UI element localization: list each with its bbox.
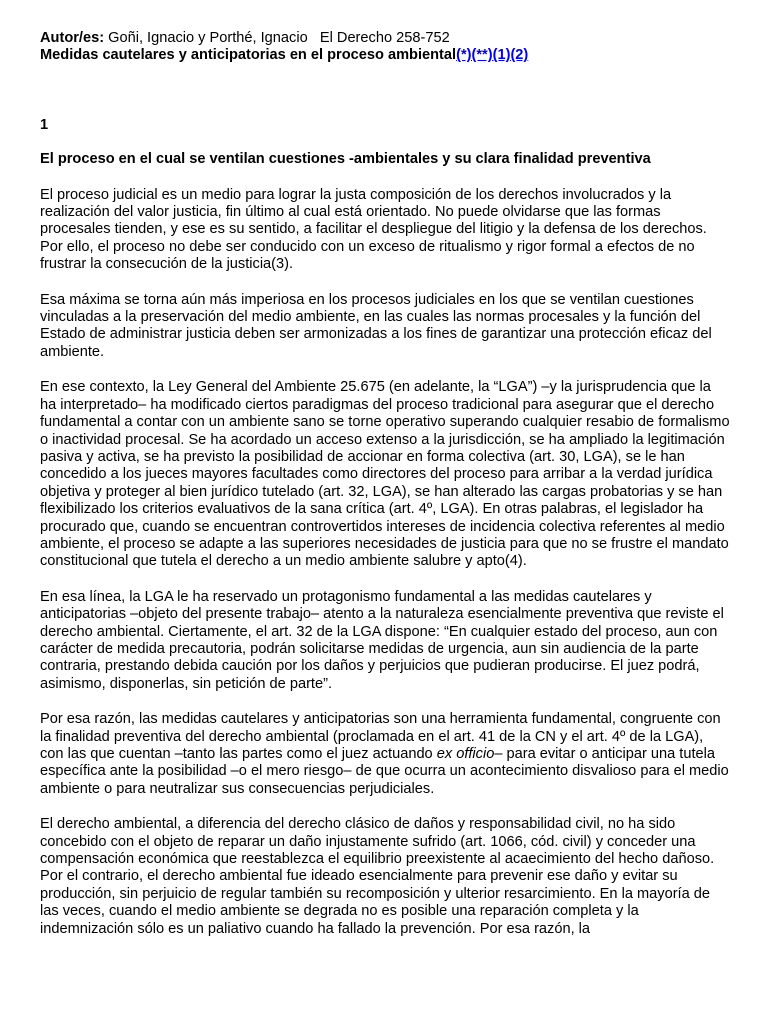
paragraph-text bbox=[40, 711, 730, 798]
paragraph-2 bbox=[40, 292, 730, 362]
paragraph-text: Esa máxima se torna aún más imperiosa en los procesos judiciales en los que se ventilan cuestiones vinculadas a la preservación del medio ambiente, en las cuales las normas procesales y la función del Estado de administrar justicia deben ser armonizadas a los fines de garantizar una protección eficaz del ambiente. bbox=[40, 291, 712, 360]
paragraph-text: En esa línea, la LGA le ha reservado un protagonismo fundamental a las medidas cautelares y anticipatorias –objeto del presente trabajo– atento a la naturaleza esencialmente preventiva que reviste el derecho ambiental. Ciertamente, el art. 32 de la LGA dispone: “En cualquier estado del proceso, aun con carácter de medida precautoria, podrán solicitarse medidas de urgencia, aun sin audiencia de la parte contraria, prestando debida caución por los daños y perjuicios que pudieran producirse. El juez podrá, asimismo, disponerlas, sin petición de parte”. bbox=[40, 588, 724, 692]
source: El Derecho 258-752 bbox=[319, 30, 450, 46]
author-label: Autor/es: bbox=[40, 30, 105, 46]
paragraph-text: El derecho ambiental, a diferencia del derecho clásico de daños y responsabilidad civil, no ha sido concebido con el objeto de reparar un daño injustamente sufrido (art. 1066, cód. civil) y conceder una compensación económica que reestablezca el equilibrio preexistente al acaecimiento del hecho dañoso. Por el contrario, el derecho ambiental fue ideado esencialmente para prevenir ese daño y evitar su producción, sin perjuicio de regular también su recomposición y ulterior resarcimiento. En la mayoría de las veces, cuando el medio ambiente se degrada no es posible una reparación completa y la indemnización sólo es un paliativo cuando ha fallado la prevención. Por esa razón, la bbox=[40, 816, 715, 937]
authors: Goñi, Ignacio y Porthé, Ignacio bbox=[108, 30, 308, 46]
footnote-link-2[interactable]: (2) bbox=[510, 47, 529, 64]
paragraph-text: En ese contexto, la Ley General del Ambiente 25.675 (en adelante, la “LGA”) –y la jurisprudencia que la ha interpretado– ha modificado ciertos paradigmas del proceso tradicional para asegurar que el derecho fundamental a contar con un ambiente sano se torne operativo superando cualquier resabio de formalismo o inactividad procesal. Se ha acordado un acceso extenso a la jurisdicción, se ha ampliado la legitimación pasiva y activa, se ha previsto la posibilidad de accionar en forma colectiva (art. 30, LGA), se le han concedido a los jueces mayores facultades como directores del proceso para arribar a la verdad jurídica objetiva y proteger al bien jurídico tutelado (art. 32, LGA), se han alterado las cargas probatorias y se han flexibilizado los criterios evaluativos de la sana crítica (art. 4º, LGA). En otras palabras, el legislador ha procurado que, cuando se encuentran controvertidos intereses de incidencia colectiva referentes al medio ambiente, el proceso se adapte a las superiores necesidades de justicia para que no se frustre el mandato constitucional que tutela el derecho a un medio ambiente salubre y apto(4). bbox=[40, 379, 730, 570]
footnote-link-asterisk[interactable]: (*) bbox=[456, 47, 472, 64]
paragraph-1 bbox=[40, 187, 730, 274]
paragraph-text-end: – para evitar o anticipar una tutela específica ante la posibilidad –o el mero riesgo– de que ocurra un acontecimiento disvalioso para el medio ambiente o para neutralizar sus consecuencias perjudiciales. bbox=[40, 746, 729, 797]
document-title: Medidas cautelares y anticipatorias en el proceso ambiental bbox=[40, 47, 457, 64]
section-number: 1 bbox=[40, 116, 49, 133]
title-line bbox=[40, 47, 730, 64]
paragraph-5 bbox=[40, 711, 730, 798]
paragraph-4 bbox=[40, 589, 730, 693]
paragraph-3 bbox=[40, 379, 730, 570]
paragraph-6 bbox=[40, 816, 730, 938]
author-line bbox=[40, 30, 730, 47]
latin-term: ex officio bbox=[436, 746, 495, 762]
document-page bbox=[40, 30, 730, 938]
footnote-link-double-asterisk[interactable]: (**) bbox=[471, 47, 493, 64]
paragraph-text-start: Por esa razón, las medidas cautelares y anticipatorias son una herramienta fundamental, congruente con la finalidad preventiva del derecho ambiental (proclamada en el art. 41 de la CN y el art. 4º de la LGA), con las que cuentan –tanto las partes como el juez actuando bbox=[40, 711, 721, 762]
paragraph-text: El proceso judicial es un medio para lograr la justa composición de los derechos involucrados y la realización del valor justicia, fin último al cual está orientado. No puede olvidarse que las formas procesales tienden, y ese es su sentido, a facilitar el despliegue del litigio y la defensa de los derechos. Por ello, el proceso no debe ser conducido con un exceso de ritualismo y rigor formal a efectos de no frustrar la consecución de la justicia(3). bbox=[40, 186, 707, 273]
footnote-link-1[interactable]: (1) bbox=[492, 47, 511, 64]
section-heading: El proceso en el cual se ventilan cuestiones -ambientales y su clara finalidad preventiva bbox=[40, 151, 651, 168]
footnote-refs bbox=[456, 47, 528, 63]
